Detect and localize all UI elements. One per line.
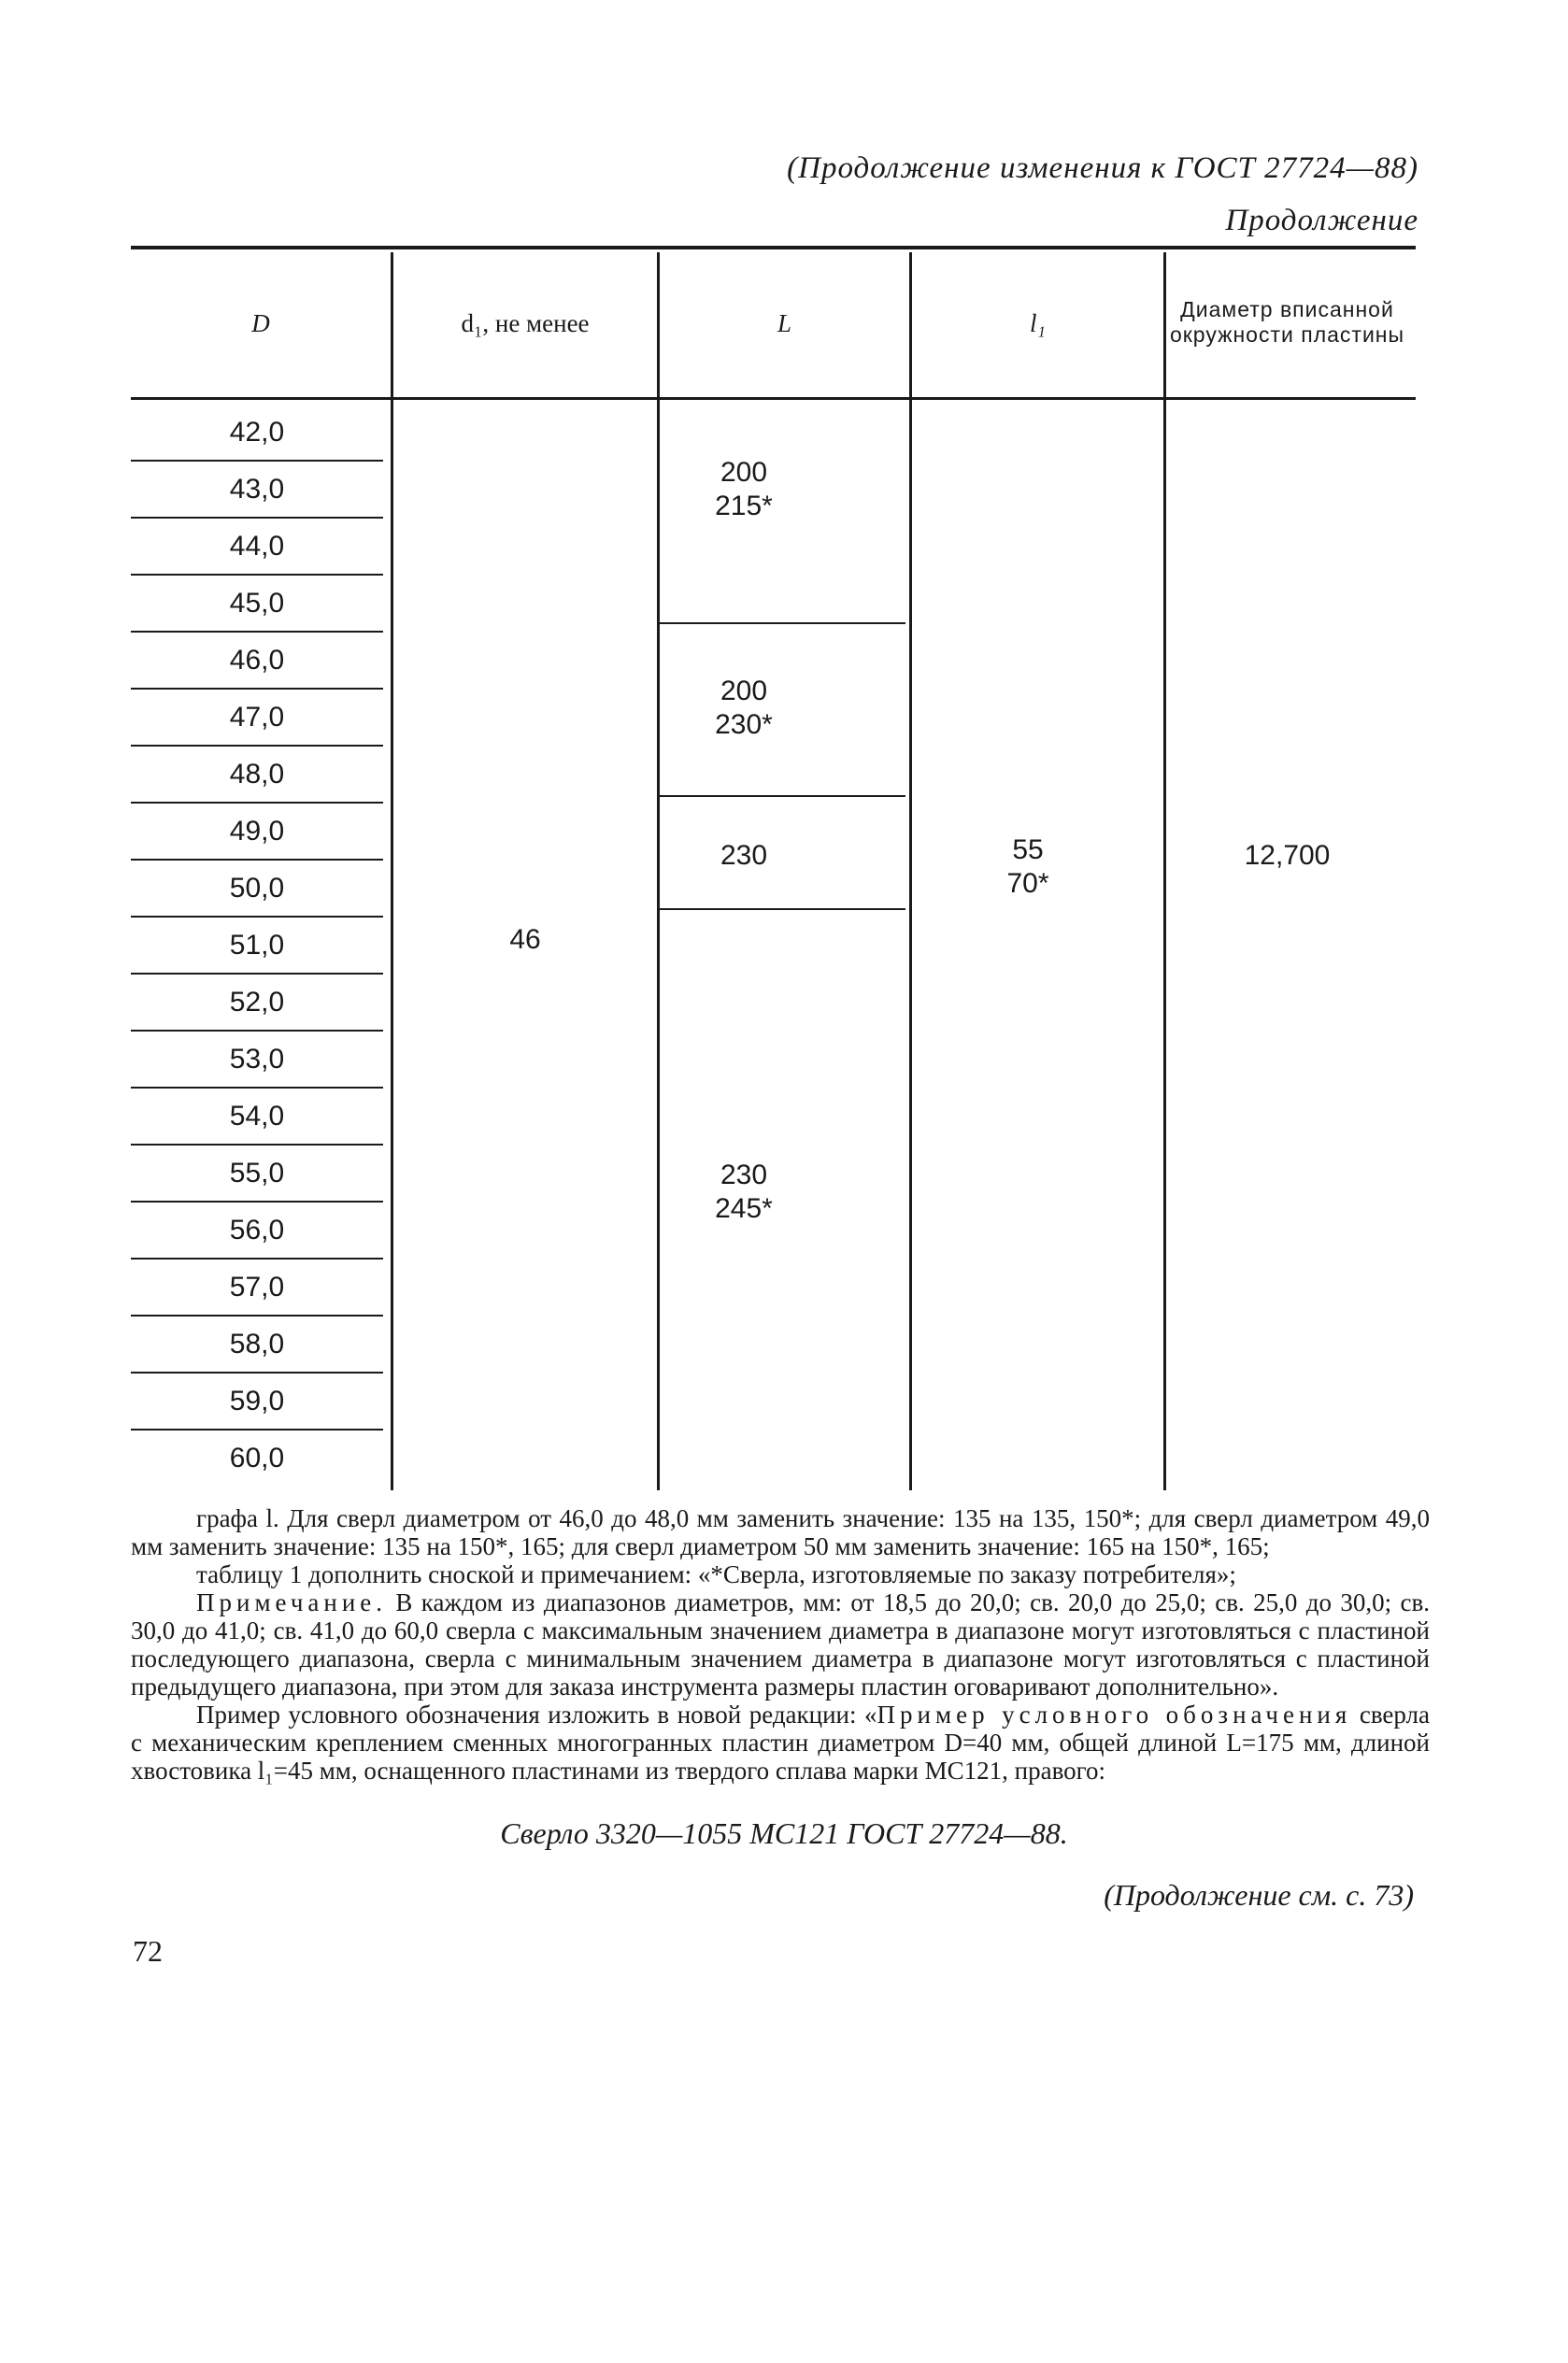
paragraph-example — [131, 1701, 1430, 1785]
l-group-divider-2 — [660, 795, 905, 797]
d-row-divider — [131, 1030, 383, 1032]
col-header-diameter: Диаметр вписанной окружности пластины — [1169, 297, 1405, 347]
example-label: Пример условного обозначения — [877, 1701, 1352, 1729]
l-group-2-alt: 230* — [715, 709, 773, 740]
d-row-divider — [131, 745, 383, 747]
l-group-2-value: 200 — [720, 676, 768, 706]
d-row-divider — [131, 859, 383, 861]
d-value-cell: 45,0 — [229, 588, 285, 619]
col-divider-1 — [391, 252, 393, 1490]
d-value-cell: 52,0 — [229, 987, 285, 1018]
continuation-note: (Продолжение см. с. 73) — [1104, 1878, 1414, 1912]
d-row-divider — [131, 517, 383, 519]
amendment-text — [131, 1504, 1430, 1785]
d-row-divider — [131, 460, 383, 462]
d-value-cell: 51,0 — [229, 930, 285, 961]
d-row-divider — [131, 574, 383, 576]
d-value-cell: 46,0 — [229, 645, 285, 676]
d-value-cell: 56,0 — [229, 1215, 285, 1246]
note-label: Примечание. — [196, 1588, 388, 1616]
l-group-4-alt: 245* — [715, 1193, 773, 1224]
d-value-cell: 60,0 — [229, 1443, 285, 1473]
d-value-cell: 43,0 — [229, 474, 285, 505]
d-row-divider — [131, 1429, 383, 1431]
l-group-1-alt: 215* — [715, 491, 773, 521]
d1-value: 46 — [509, 924, 541, 955]
d-value-cell: 44,0 — [229, 531, 285, 562]
d-row-divider — [131, 916, 383, 918]
l1-value-main: 55 — [1012, 834, 1044, 865]
col-divider-3 — [909, 252, 912, 1490]
l-group-3 — [660, 839, 828, 873]
l-group-4 — [660, 1159, 828, 1226]
d-value-cell: 54,0 — [229, 1101, 285, 1132]
l-group-1-value: 200 — [720, 457, 768, 488]
d-value-cell: 50,0 — [229, 873, 285, 904]
page-number: 72 — [133, 1934, 163, 1968]
col-divider-4 — [1163, 252, 1166, 1490]
col-header-l: L — [777, 309, 792, 337]
d-row-divider — [131, 1201, 383, 1203]
col-header-d: D — [251, 309, 270, 337]
d-row-divider — [131, 1144, 383, 1146]
l1-value — [972, 833, 1084, 901]
d-row-divider — [131, 1258, 383, 1260]
table-top-rule — [131, 246, 1416, 249]
d-row-divider — [131, 1372, 383, 1374]
designation-example: Сверло 3320—1055 МС121 ГОСТ 27724—88. — [500, 1816, 1068, 1850]
l-group-3-value: 230 — [720, 840, 768, 871]
d-value-cell: 49,0 — [229, 816, 285, 847]
table-header-rule — [131, 397, 1416, 400]
d-value-cell: 53,0 — [229, 1044, 285, 1075]
l-group-4-value: 230 — [720, 1160, 768, 1190]
l-group-divider-1 — [660, 622, 905, 624]
d-row-divider — [131, 631, 383, 633]
table-continuation-label: Продолжение — [1225, 204, 1418, 237]
d-value-cell: 55,0 — [229, 1158, 285, 1189]
paragraph-table-note: таблицу 1 дополнить сноской и примечанием: «*Сверла, изготовляемые по заказу потребителя»; — [196, 1560, 1236, 1588]
d-row-divider — [131, 688, 383, 690]
d-value-cell: 42,0 — [229, 417, 285, 448]
diameter-value: 12,700 — [1244, 840, 1331, 871]
d-value-cell: 59,0 — [229, 1386, 285, 1416]
d-row-divider — [131, 802, 383, 804]
col-header-d1: d₁, не менее — [461, 309, 590, 337]
col-header-l1: l₁ — [1030, 309, 1046, 337]
d-value-cell: 57,0 — [229, 1272, 285, 1302]
d-row-divider — [131, 1315, 383, 1317]
d-value-cell: 47,0 — [229, 702, 285, 733]
d-value-cell: 48,0 — [229, 759, 285, 790]
d-value-cell: 58,0 — [229, 1329, 285, 1359]
l1-value-alt: 70* — [1006, 868, 1049, 899]
d-row-divider — [131, 1087, 383, 1089]
note-text: В каждом из диапазонов диаметров, мм: от 18,5 до 20,0; св. 20,0 до 25,0; св. 25,0 до 30,0; св. 30,0 до 41,0; св. 41,0 до 60,0 сверла с максимальным значением диаметра в диапазоне могут изготовляться с пластиной последующего диапазона, сверла с минимальным значением диаметра в диапазоне могут изготовляться с пластиной предыдущего диапазона, при этом для заказа инструмента размеры пластин оговаривают дополнительно». — [131, 1588, 1430, 1701]
l-group-2 — [660, 675, 828, 742]
example-text: сверла с механическим креплением сменных многогранных пластин диаметром D=40 мм, общей длиной L=175 мм, длиной хвостовика l₁=45 мм, оснащенного пластинами из твердого сплава марки МС121, правого: — [131, 1701, 1430, 1785]
d-row-divider — [131, 973, 383, 975]
l-group-divider-3 — [660, 908, 905, 910]
page-header: (Продолжение изменения к ГОСТ 27724—88) — [787, 151, 1418, 185]
example-intro: Пример условного обозначения изложить в новой редакции: « — [196, 1701, 877, 1729]
paragraph-note — [131, 1588, 1430, 1701]
paragraph-column-l: графа l. Для сверл диаметром от 46,0 до 48,0 мм заменить значение: 135 на 135, 150*; для сверл диаметром 49,0 мм заменить значение: 135 на 150*, 165; для сверл диаметром 50 мм заменить значение: 165 на 150*, 165; — [131, 1504, 1430, 1560]
l-group-1 — [660, 456, 828, 523]
